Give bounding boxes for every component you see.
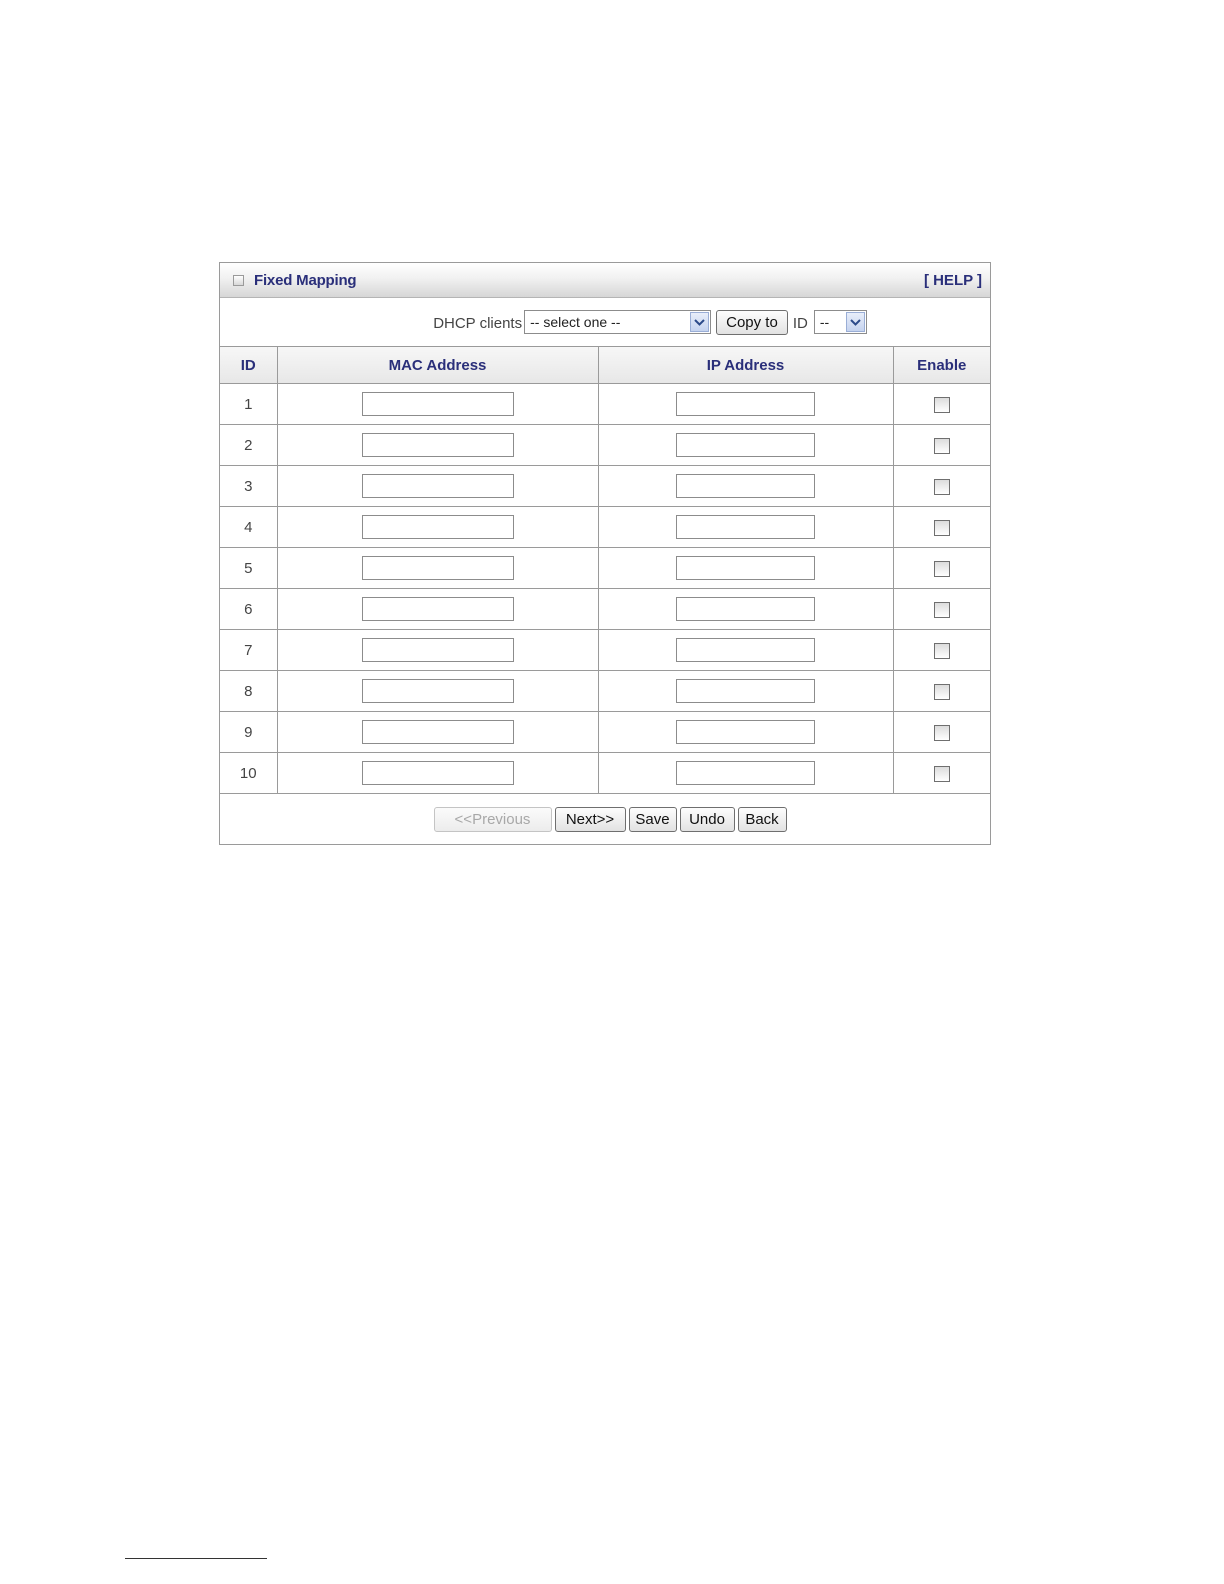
enable-checkbox[interactable] <box>934 684 950 700</box>
table-body <box>220 384 990 794</box>
ip-address-input[interactable] <box>676 679 815 703</box>
enable-cell <box>893 589 990 630</box>
enable-checkbox[interactable] <box>934 520 950 536</box>
mac-address-input[interactable] <box>362 392 514 416</box>
row-id: 9 <box>220 712 277 753</box>
pagination-actions <box>220 794 990 844</box>
ip-address-input[interactable] <box>676 474 815 498</box>
enable-checkbox[interactable] <box>934 479 950 495</box>
mac-cell <box>277 630 598 671</box>
ip-address-input[interactable] <box>676 392 815 416</box>
dhcp-clients-selected-value: -- select one -- <box>530 314 621 330</box>
enable-checkbox[interactable] <box>934 602 950 618</box>
save-button[interactable]: Save <box>629 807 677 832</box>
enable-checkbox[interactable] <box>934 766 950 782</box>
row-id: 4 <box>220 507 277 548</box>
row-id: 10 <box>220 753 277 794</box>
mac-cell <box>277 425 598 466</box>
enable-checkbox[interactable] <box>934 643 950 659</box>
table-row <box>220 425 990 466</box>
ip-cell <box>598 507 893 548</box>
enable-checkbox[interactable] <box>934 438 950 454</box>
ip-cell <box>598 548 893 589</box>
enable-checkbox[interactable] <box>934 561 950 577</box>
ip-cell <box>598 384 893 425</box>
ip-cell <box>598 466 893 507</box>
panel-header <box>220 263 990 298</box>
mac-address-input[interactable] <box>362 638 514 662</box>
mac-address-input[interactable] <box>362 556 514 580</box>
title-wrap <box>233 272 356 289</box>
mac-cell <box>277 466 598 507</box>
enable-checkbox[interactable] <box>934 397 950 413</box>
mac-cell <box>277 671 598 712</box>
enable-cell <box>893 753 990 794</box>
dhcp-clients-label: DHCP clients <box>433 315 523 332</box>
ip-cell <box>598 630 893 671</box>
mac-address-input[interactable] <box>362 679 514 703</box>
column-header-mac-address: MAC Address <box>277 347 598 384</box>
table-row <box>220 671 990 712</box>
mac-address-input[interactable] <box>362 474 514 498</box>
column-header-ip-address: IP Address <box>598 347 893 384</box>
mac-cell <box>277 548 598 589</box>
column-header-enable: Enable <box>893 347 990 384</box>
enable-cell <box>893 425 990 466</box>
fixed-mapping-table <box>220 347 990 794</box>
mac-cell <box>277 384 598 425</box>
target-id-selected-value: -- <box>819 314 830 330</box>
chevron-down-icon[interactable] <box>690 312 709 332</box>
mac-address-input[interactable] <box>362 433 514 457</box>
mac-address-input[interactable] <box>362 761 514 785</box>
enable-cell <box>893 712 990 753</box>
table-row <box>220 753 990 794</box>
ip-address-input[interactable] <box>676 433 815 457</box>
ip-cell <box>598 712 893 753</box>
row-id: 1 <box>220 384 277 425</box>
table-row <box>220 548 990 589</box>
table-row <box>220 384 990 425</box>
table-header-row <box>220 347 990 384</box>
help-link[interactable]: [ HELP ] <box>923 271 982 289</box>
next-button[interactable]: Next>> <box>555 807 626 832</box>
column-header-id: ID <box>220 347 277 384</box>
row-id: 8 <box>220 671 277 712</box>
mac-cell <box>277 712 598 753</box>
ip-cell <box>598 425 893 466</box>
table-row <box>220 630 990 671</box>
mac-cell <box>277 507 598 548</box>
row-id: 7 <box>220 630 277 671</box>
mac-cell <box>277 589 598 630</box>
ip-address-input[interactable] <box>676 515 815 539</box>
ip-address-input[interactable] <box>676 761 815 785</box>
ip-cell <box>598 589 893 630</box>
copy-to-button[interactable]: Copy to <box>716 310 788 335</box>
enable-cell <box>893 630 990 671</box>
enable-cell <box>893 466 990 507</box>
mac-address-input[interactable] <box>362 515 514 539</box>
ip-address-input[interactable] <box>676 556 815 580</box>
square-bullet-icon <box>233 275 244 286</box>
table-row <box>220 712 990 753</box>
ip-address-input[interactable] <box>676 720 815 744</box>
back-button[interactable]: Back <box>738 807 787 832</box>
ip-address-input[interactable] <box>676 638 815 662</box>
undo-button[interactable]: Undo <box>680 807 735 832</box>
dhcp-clients-select[interactable] <box>524 310 711 334</box>
id-label: ID <box>792 315 808 332</box>
enable-cell <box>893 548 990 589</box>
table-row <box>220 589 990 630</box>
enable-cell <box>893 384 990 425</box>
mac-cell <box>277 753 598 794</box>
enable-cell <box>893 507 990 548</box>
mac-address-input[interactable] <box>362 720 514 744</box>
target-id-select[interactable] <box>814 310 867 334</box>
ip-cell <box>598 671 893 712</box>
fixed-mapping-panel <box>219 262 991 845</box>
enable-checkbox[interactable] <box>934 725 950 741</box>
row-id: 3 <box>220 466 277 507</box>
mac-address-input[interactable] <box>362 597 514 621</box>
table-row <box>220 507 990 548</box>
row-id: 5 <box>220 548 277 589</box>
chevron-down-icon[interactable] <box>846 312 865 332</box>
enable-cell <box>893 671 990 712</box>
dhcp-clients-row <box>220 298 990 347</box>
ip-cell <box>598 753 893 794</box>
row-id: 6 <box>220 589 277 630</box>
table-row <box>220 466 990 507</box>
footnote-divider <box>125 1558 267 1559</box>
panel-title: Fixed Mapping <box>254 271 357 289</box>
ip-address-input[interactable] <box>676 597 815 621</box>
row-id: 2 <box>220 425 277 466</box>
previous-button: <<Previous <box>434 807 552 832</box>
